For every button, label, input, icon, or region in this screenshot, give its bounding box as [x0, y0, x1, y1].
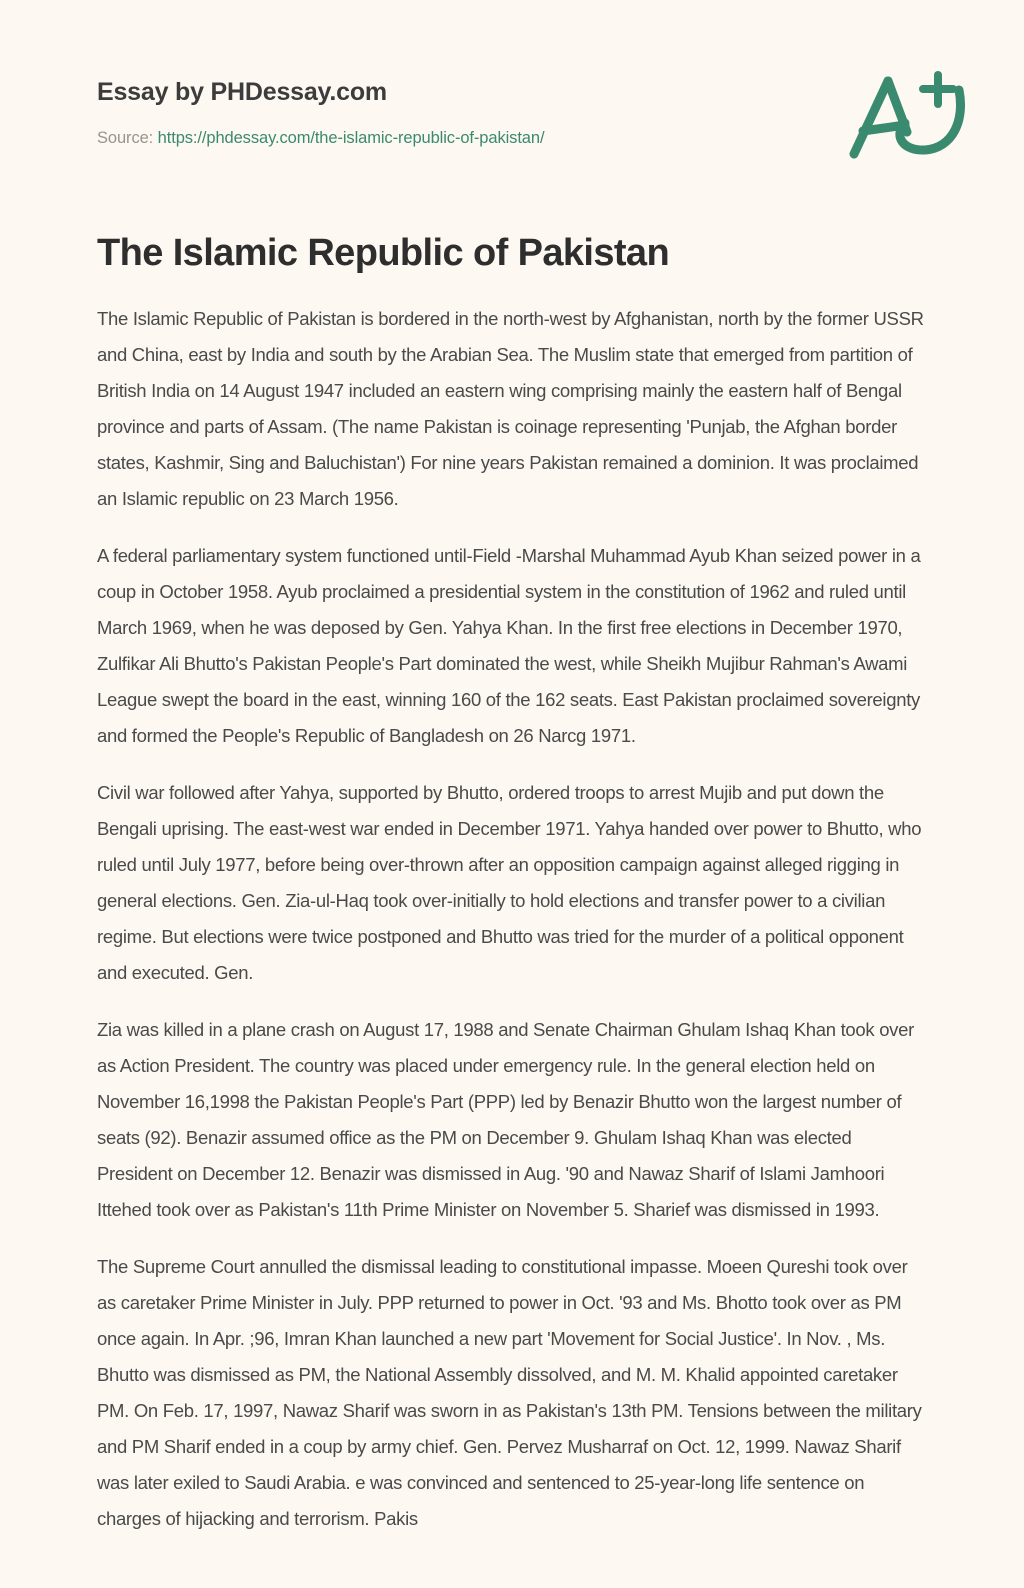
a-plus-swoosh-icon	[841, 151, 969, 168]
essay-paragraph: Civil war followed after Yahya, supported by Bhutto, ordered troops to arrest Mujib and put down the Bengali uprising. The east-west war ended in December 1971. Yahya handed over power to Bhutto, who ruled until July 1977, before being over-thrown after an opposition campaign against alleged rigging in general elections. Gen. Zia-ul-Haq took over-initially to hold elections and transfer power to a civilian regime. But elections were twice postponed and Bhutto was tried for the murder of a political opponent and executed. Gen.	[97, 782, 922, 983]
source-url-link[interactable]: https://phdessay.com/the-islamic-republic-of-pakistan/	[157, 129, 545, 147]
source-label: Source:	[97, 129, 154, 147]
page-header	[97, 78, 924, 148]
source-line	[97, 129, 924, 148]
essay-paragraph: Zia was killed in a plane crash on August 17, 1988 and Senate Chairman Ghulam Ishaq Khan took over as Action President. The country was placed under emergency rule. In the general election held on November 16,1998 the Pakistan People's Part (PPP) led by Benazir Bhutto won the largest number of seats (92). Benazir assumed office as the PM on December 9. Ghulam Ishaq Khan was elected President on December 12. Benazir was dismissed in Aug. '90 and Nawaz Sharif of Islami Jamhoori Ittehed took over as Pakistan's 11th Prime Minister on November 5. Sharief was dismissed in 1993.	[97, 1019, 914, 1220]
essay-title: The Islamic Republic of Pakistan	[97, 232, 670, 274]
site-header-title: Essay by PHDessay.com	[97, 78, 387, 106]
essay-body	[97, 301, 924, 1537]
phdessay-logo	[841, 68, 969, 164]
essay-paragraph: The Islamic Republic of Pakistan is bordered in the north-west by Afghanistan, north by the former USSR and China, east by India and south by the Arabian Sea. The Muslim state that emerged from partition of British India on 14 August 1947 included an eastern wing comprising mainly the eastern half of Bengal province and parts of Assam. (The name Pakistan is coinage representing 'Punjab, the Afghan border states, Kashmir, Sing and Baluchistan') For nine years Pakistan remained a dominion. It was proclaimed an Islamic republic on 23 March 1956.	[97, 308, 924, 509]
essay-paragraph: A federal parliamentary system functioned until-Field -Marshal Muhammad Ayub Khan seized power in a coup in October 1958. Ayub proclaimed a presidential system in the constitution of 1962 and ruled until March 1969, when he was deposed by Gen. Yahya Khan. In the first free elections in December 1970, Zulfikar Ali Bhutto's Pakistan People's Part dominated the west, while Sheikh Mujibur Rahman's Awami League swept the board in the east, winning 160 of the 162 seats. East Pakistan proclaimed sovereignty and formed the People's Republic of Bangladesh on 26 Narcg 1971.	[97, 545, 921, 746]
essay-paragraph: The Supreme Court annulled the dismissal leading to constitutional impasse. Moeen Qureshi took over as caretaker Prime Minister in July. PPP returned to power in Oct. '93 and Ms. Bhotto took over as PM once again. In Apr. ;96, Imran Khan launched a new part 'Movement for Social Justice'. In Nov. , Ms. Bhutto was dismissed as PM, the National Assembly dissolved, and M. M. Khalid appointed caretaker PM. On Feb. 17, 1997, Nawaz Sharif was sworn in as Pakistan's 13th PM. Tensions between the military and PM Sharif ended in a coup by army chief. Gen. Pervez Musharraf on Oct. 12, 1999. Nawaz Sharif was later exiled to Saudi Arabia. e was convinced and sentenced to 25-year-long life sentence on charges of hijacking and terrorism. Pakis	[97, 1256, 922, 1529]
